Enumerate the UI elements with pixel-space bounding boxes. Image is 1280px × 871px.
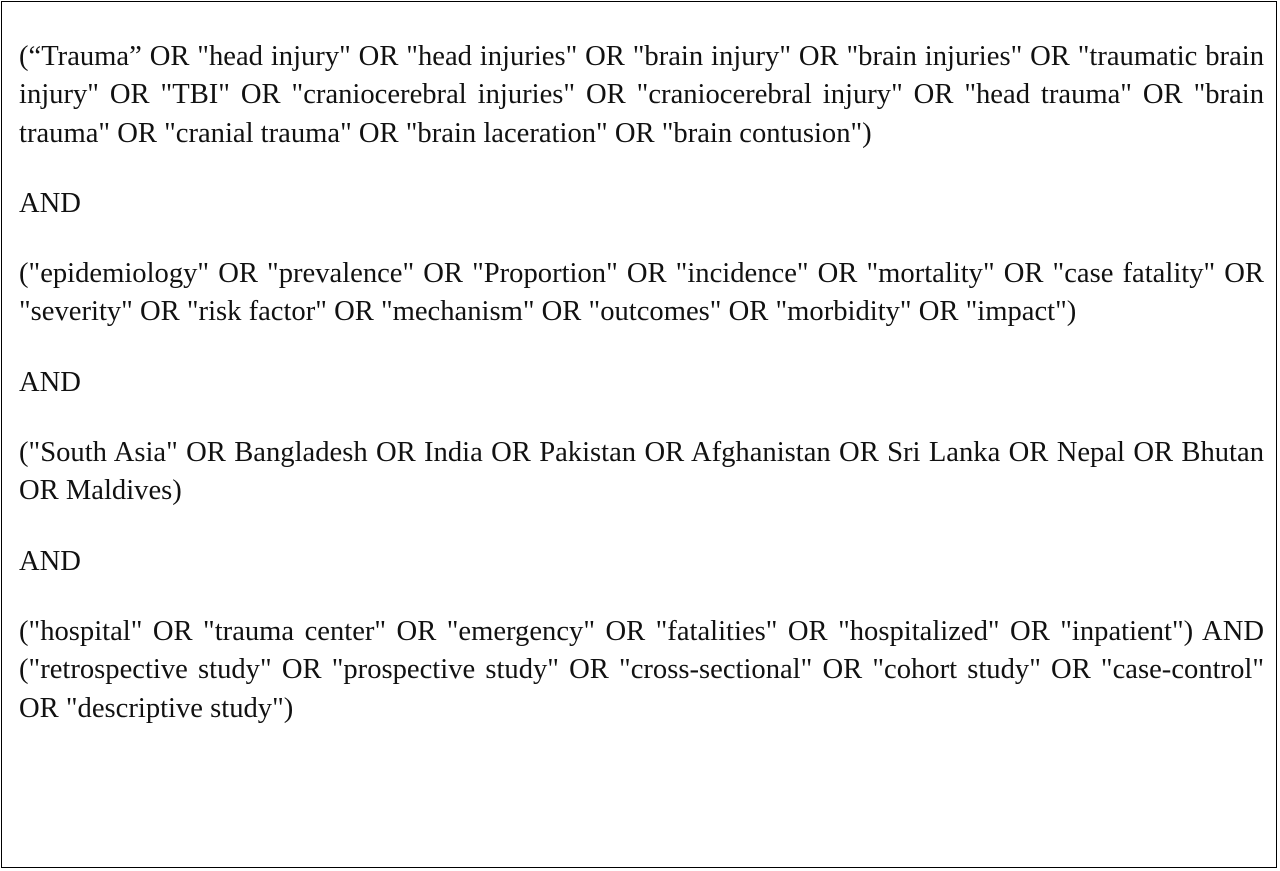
injury-terms-group: (“Trauma” OR "head injury" OR "head injuries" OR "brain injury" OR "brain injuries" OR "traumatic brain injury" OR "TBI" OR "craniocerebral injuries" OR "craniocerebral injury" OR "head trauma" OR "brain trauma" OR "cranial trauma" OR "brain laceration" OR "brain contusion") xyxy=(19,41,1264,149)
setting-and-design-terms-group: ("hospital" OR "trauma center" OR "emergency" OR "fatalities" OR "hospitalized" OR "inpatient") AND ("retrospective study" OR "prospective study" OR "cross-sectional" OR "cohort study" OR "case-control" OR "descriptive study") xyxy=(19,615,1264,724)
spacer xyxy=(19,581,1264,613)
and-operator-1: AND xyxy=(19,187,81,219)
spacer xyxy=(19,153,1264,185)
spacer xyxy=(19,511,1264,543)
outcome-terms-group: ("epidemiology" OR "prevalence" OR "Proportion" OR "incidence" OR "mortality" OR "case fatality" OR "severity" OR "risk factor" OR "mechanism" OR "outcomes" OR "morbidity" OR "impact") xyxy=(19,258,1264,328)
spacer xyxy=(19,332,1264,364)
and-operator-3: AND xyxy=(19,545,81,577)
region-terms-group: ("South Asia" OR Bangladesh OR India OR Pakistan OR Afghanistan OR Sri Lanka OR Nepal OR Bhutan OR Maldives) xyxy=(19,437,1264,507)
and-operator-2: AND xyxy=(19,366,81,398)
spacer xyxy=(19,402,1264,434)
search-strategy-text xyxy=(19,38,1264,728)
search-strategy-box xyxy=(1,1,1277,868)
spacer xyxy=(19,223,1264,255)
